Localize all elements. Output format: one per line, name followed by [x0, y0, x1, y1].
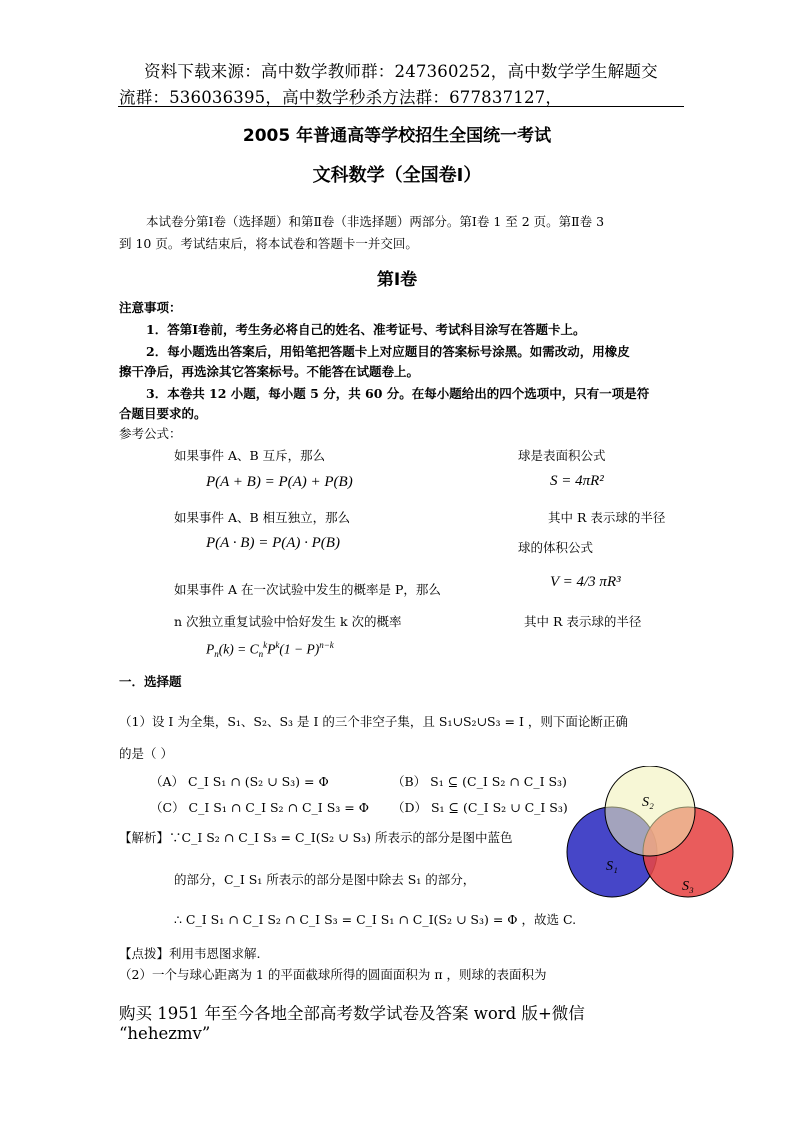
formulas-heading: 参考公式： — [119, 426, 182, 441]
note-2a: 2．每小题选出答案后，用铅笔把答题卡上对应题目的答案标号涂黑。如需改动，用橡皮 — [146, 344, 630, 359]
q1-hint — [119, 944, 261, 962]
q1-stem-line1: （1）设 I 为全集，S₁、S₂、S₃ 是 I 的三个非空子集，且 S₁∪S₂∪S₃ = I ，则下面论断正确 — [119, 714, 628, 729]
footer-line2: “hehezmv” — [119, 1024, 211, 1043]
q2-stem: （2）一个与球心距离为 1 的平面截球所得的圆面面积为 π ，则球的表面积为 — [119, 967, 547, 982]
formula-binomial: $P_n(k) = C_n^kP^k(1 - P)^{n-k}$ — [206, 640, 334, 660]
q1-analysis-line1 — [119, 828, 513, 846]
q1-stem-line2: 的是（ ） — [119, 746, 173, 761]
venn-label-s2: S₂ — [642, 795, 654, 810]
note-3b: 合题目要求的。 — [119, 406, 207, 421]
footer-line1: 购买 1951 年至今各地全部高考数学试卷及答案 word 版+微信 — [119, 1004, 585, 1023]
source-header-line1: 资料下载来源：高中数学教师群：247360252，高中数学学生解题交 — [144, 62, 658, 81]
formula-right1-eq: S = 4πR² — [550, 473, 604, 489]
notes-heading: 注意事项： — [119, 300, 182, 315]
formula-left4-text: n 次独立重复试验中恰好发生 k 次的概率 — [174, 614, 402, 629]
venn-diagram — [562, 766, 752, 906]
formula-right3-text: 球的体积公式 — [518, 540, 594, 555]
formula-right1-text: 球是表面积公式 — [518, 448, 606, 463]
part-heading: 第Ⅰ卷 — [376, 270, 418, 290]
formula-left1-eq: P(A + B) = P(A) + P(B) — [206, 474, 353, 490]
source-header-line2: 流群：536036395，高中数学秒杀方法群：677837127， — [119, 88, 563, 107]
exam-title: 2005 年普通高等学校招生全国统一考试 — [242, 126, 552, 146]
q1-option-d: （D） S₁ ⊆ (C_I S₂ ∪ C_I S₃) — [392, 800, 568, 815]
analysis-label: 【解析】 — [119, 830, 170, 845]
note-1: 1．答第Ⅰ卷前，考生务必将自己的姓名、准考证号、考试科目涂写在答题卡上。 — [146, 322, 586, 337]
venn-circle-s2 — [605, 766, 695, 856]
q1-option-c: （C） C_I S₁ ∩ C_I S₂ ∩ C_I S₃ = Φ — [150, 800, 369, 815]
hint-label: 【点拨】 — [119, 946, 170, 961]
formula-left2-text: 如果事件 A、B 相互独立，那么 — [174, 510, 351, 525]
q1-option-b: （B） S₁ ⊆ (C_I S₂ ∩ C_I S₃) — [392, 774, 567, 789]
analysis-text1: ∵C_I S₂ ∩ C_I S₃ = C_I(S₂ ∪ S₃) 所表示的部分是图中蓝色 — [169, 830, 513, 845]
formula-right2-text: 其中 R 表示球的半径 — [548, 510, 666, 525]
exam-subtitle: 文科数学（全国卷Ⅰ） — [312, 165, 482, 186]
note-3a: 3．本卷共 12 小题，每小题 5 分，共 60 分。在每小题给出的四个选项中，只有一项是符 — [146, 386, 650, 401]
formula-left1-text: 如果事件 A、B 互斥，那么 — [174, 448, 326, 463]
formula-right4-text: 其中 R 表示球的半径 — [524, 614, 642, 629]
section-choice-heading: 一．选择题 — [119, 674, 182, 689]
note-2b: 擦干净后，再选涂其它答案标号。不能答在试题卷上。 — [119, 364, 420, 379]
hint-text: 利用韦恩图求解. — [169, 946, 261, 961]
header-rule — [118, 106, 684, 107]
q1-option-a: （A） C_I S₁ ∩ (S₂ ∪ S₃) = Φ — [150, 774, 329, 789]
formula-right3-eq: V = 4/3 πR³ — [550, 574, 621, 590]
intro-line2: 到 10 页。考试结束后，将本试卷和答题卡一并交回。 — [119, 236, 418, 251]
venn-label-s1: S₁ — [606, 859, 618, 874]
intro-line1: 本试卷分第Ⅰ卷（选择题）和第Ⅱ卷（非选择题）两部分。第Ⅰ卷 1 至 2 页。第Ⅱ卷 3 — [146, 214, 605, 229]
venn-label-s3: S₃ — [682, 879, 694, 894]
q1-analysis-line3: ∴ C_I S₁ ∩ C_I S₂ ∩ C_I S₃ = C_I S₁ ∩ C_I(S₂ ∪ S₃) = Φ ，故选 C. — [174, 912, 577, 927]
formula-left3-text: 如果事件 A 在一次试验中发生的概率是 P，那么 — [174, 582, 441, 597]
formula-left2-eq: P(A · B) = P(A) · P(B) — [206, 535, 340, 551]
q1-analysis-line2: 的部分，C_I S₁ 所表示的部分是图中除去 S₁ 的部分， — [174, 872, 476, 887]
